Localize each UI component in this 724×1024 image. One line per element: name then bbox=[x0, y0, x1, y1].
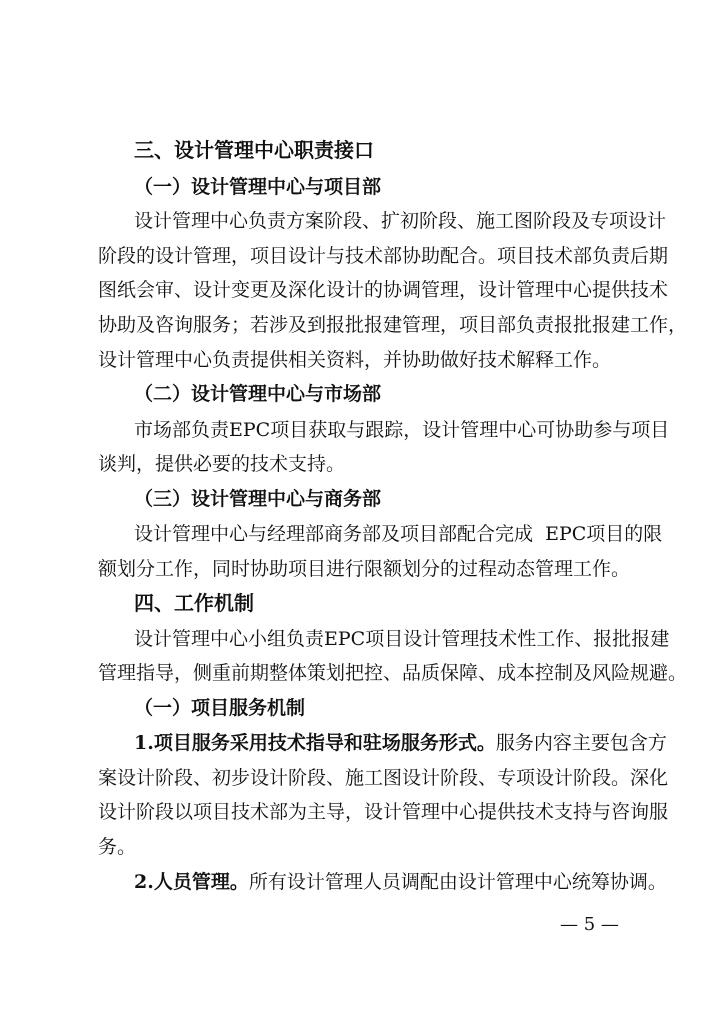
item-2-line bbox=[134, 869, 667, 895]
item-2-lead: 2.人员管理。 bbox=[134, 871, 249, 893]
paragraph-line: 协助及咨询服务；若涉及到报批报建管理，项目部负责报批报建工作， bbox=[98, 314, 688, 336]
item-1-line bbox=[134, 730, 667, 756]
paragraph-line: 设计管理中心负责方案阶段、扩初阶段、施工图阶段及专项设计 bbox=[134, 210, 667, 232]
subsection-3-1-heading: （一）设计管理中心与项目部 bbox=[134, 176, 382, 198]
paragraph-line: 务。 bbox=[98, 836, 137, 858]
paragraph-line: 阶段的设计管理，项目设计与技术部协助配合。项目技术部负责后期 bbox=[98, 245, 669, 267]
item-1-rest: 服务内容主要包含方 bbox=[495, 732, 667, 754]
paragraph-line: 设计阶段以项目技术部为主导，设计管理中心提供技术支持与咨询服 bbox=[98, 801, 669, 823]
paragraph-line: 管理指导，侧重前期整体策划把控、品质保障、成本控制及风险规避。 bbox=[98, 662, 688, 684]
paragraph-line: 谈判，提供必要的技术支持。 bbox=[98, 453, 346, 475]
paragraph-line: 图纸会审、设计变更及深化设计的协调管理，设计管理中心提供技术 bbox=[98, 279, 669, 301]
paragraph-line: 市场部负责EPC项目获取与跟踪，设计管理中心可协助参与项目 bbox=[134, 419, 670, 441]
page-number: — 5 — bbox=[560, 914, 619, 935]
section-3-heading: 三、设计管理中心职责接口 bbox=[134, 138, 374, 162]
paragraph-line: 设计管理中心负责提供相关资料，并协助做好技术解释工作。 bbox=[98, 349, 612, 371]
item-2-rest: 所有设计管理人员调配由设计管理中心统筹协调。 bbox=[248, 871, 667, 893]
paragraph-line: 案设计阶段、初步设计阶段、施工图设计阶段、专项设计阶段。深化 bbox=[98, 767, 669, 789]
paragraph-line: 设计管理中心小组负责EPC项目设计管理技术性工作、报批报建 bbox=[134, 628, 670, 650]
paragraph-line: 额划分工作，同时协助项目进行限额划分的过程动态管理工作。 bbox=[98, 558, 631, 580]
subsection-3-2-heading: （二）设计管理中心与市场部 bbox=[134, 383, 382, 405]
section-4-heading: 四、工作机制 bbox=[134, 591, 254, 615]
paragraph-line: 设计管理中心与经理部商务部及项目部配合完成 EPC项目的限 bbox=[134, 523, 663, 545]
subsection-3-3-heading: （三）设计管理中心与商务部 bbox=[134, 488, 382, 510]
subsection-4-1-heading: （一）项目服务机制 bbox=[134, 697, 306, 719]
item-1-lead: 1.项目服务采用技术指导和驻场服务形式。 bbox=[134, 732, 496, 754]
